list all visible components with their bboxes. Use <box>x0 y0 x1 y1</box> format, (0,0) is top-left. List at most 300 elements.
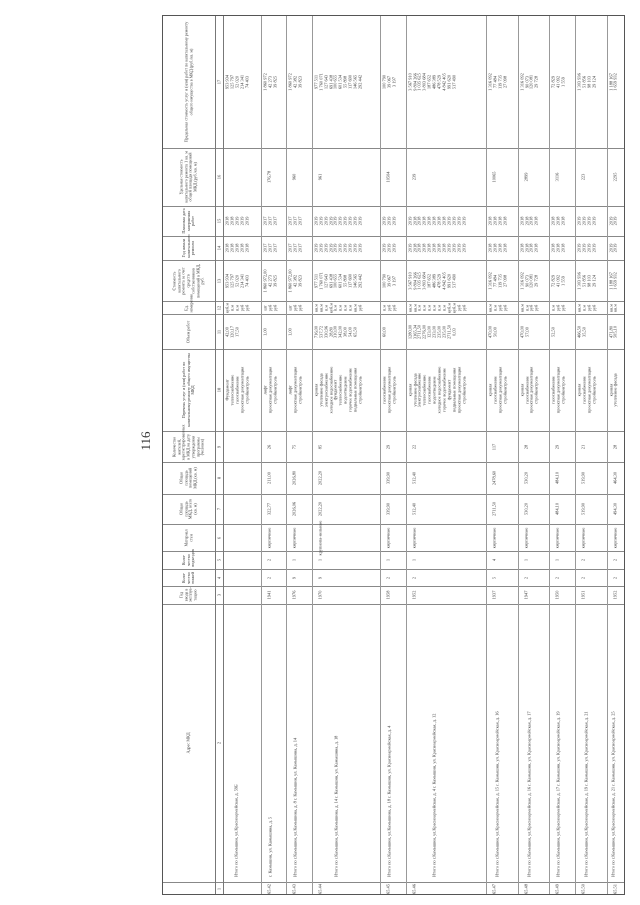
plan-item: 2017 <box>287 216 293 226</box>
row-divider <box>380 16 381 894</box>
area-total-cell: 2711,50 <box>491 501 497 517</box>
volume-item: 123,00 <box>426 325 432 338</box>
year-cell: 1941 <box>266 590 272 600</box>
column-header-15: Плановая дата завершения работ <box>180 208 196 234</box>
column-divider <box>163 494 624 495</box>
unit-item: кв.м <box>612 303 618 312</box>
area-rooms-cell: 484,10 <box>554 471 560 485</box>
walls-cell: кирпичные <box>266 527 272 548</box>
limit-item: 39 823 <box>297 75 303 89</box>
year-item: 2018 <box>234 243 240 253</box>
unit-item: кв.м <box>519 303 525 312</box>
limit-item: 1 559 <box>560 77 566 87</box>
area-total-cell: 530,20 <box>523 502 529 516</box>
year-item: 2017 <box>272 243 277 253</box>
limit-item: 4 842 405 <box>441 73 447 91</box>
limit-item: 1 659 932 <box>612 73 618 91</box>
address: Итого по г.Камышин, ул.Красноармейская, д. 59Б <box>233 784 239 877</box>
plan-item: 2018 <box>533 216 539 226</box>
year-item: 2017 <box>262 243 268 253</box>
work-item: проектная документация <box>456 366 462 414</box>
address: Итого по г.Камышин, ул.Красноармейская, д. 21 г. Камышин, ул. Красноармейская, д. 25 <box>610 711 616 877</box>
limit-item: 1 860 972 <box>287 73 293 91</box>
year-item: 2018 <box>519 243 525 253</box>
volume-item: 52,50 <box>550 326 556 337</box>
plan-item: 2019 <box>337 216 343 226</box>
cost-item: 100 655 <box>332 273 338 288</box>
limit-item: 72 829 <box>550 75 556 89</box>
walls-cell: кирпичные <box>291 527 297 548</box>
year-cell: 1970 <box>317 590 323 600</box>
volume-item: 2711,50 <box>446 324 452 339</box>
residents-cell: 21 <box>580 444 586 449</box>
work-item: утепление фасада <box>411 373 417 407</box>
plan-item: 2019 <box>607 216 613 226</box>
cost-item: 29 124 <box>591 274 597 287</box>
year-item: 2018 <box>426 243 432 253</box>
volume-item: 0,03 <box>451 327 457 336</box>
cost-item: 77 484 <box>492 274 498 287</box>
plan-item: 2019 <box>323 216 329 226</box>
floors-cell: 9 <box>317 576 323 579</box>
cost-item: 55 898 <box>342 274 348 287</box>
row-divider <box>549 16 550 894</box>
row-divider <box>261 16 262 894</box>
work-item: проектная документация <box>386 366 392 414</box>
unit-item: кв.м <box>318 303 324 312</box>
column-divider <box>163 882 624 883</box>
unit-item: кв.м <box>607 303 613 312</box>
limit-item: 39 825 <box>272 75 277 89</box>
work-item: холодное водоснабжение <box>328 366 334 414</box>
row-divider <box>286 16 287 894</box>
unit-item: кв.м <box>407 303 413 312</box>
cost-item: 977 511 <box>313 273 319 288</box>
address: Итого по г.Камышин, ул.Красноармейская, д. 19 г. Камышин, ул. Красноармейская, д. 21 <box>583 711 589 877</box>
year-item: 2019 <box>323 243 329 253</box>
floors-cell: 2 <box>523 576 529 579</box>
plan-item: 2019 <box>332 216 338 226</box>
entrances-cell: 1 <box>523 558 529 562</box>
volume-item: 471,80 <box>607 325 613 338</box>
column-divider <box>163 604 624 605</box>
work-item: лифт <box>262 385 268 395</box>
year-cell: 1976 <box>291 590 297 600</box>
limit-item: 1 760 071 <box>318 73 324 91</box>
work-item: стройконтроль <box>244 376 250 404</box>
work-item: стройконтроль <box>533 376 539 404</box>
residents-cell: 75 <box>291 444 297 449</box>
plan-item: 2019 <box>318 216 324 226</box>
unit-item: руб <box>391 304 397 311</box>
volume-item: 42,00 <box>224 326 230 337</box>
volume-item: 17,50 <box>234 326 240 337</box>
unit-item: руб <box>357 304 363 311</box>
work-item: фундамент <box>332 379 338 401</box>
plan-item: 2017 <box>297 216 303 226</box>
year-item: 2019 <box>313 243 319 253</box>
unit-item: руб <box>244 304 250 311</box>
unit-item: шт <box>262 304 268 311</box>
work-item: водоотведение <box>342 376 348 404</box>
entrances-cell: 1 <box>291 558 297 562</box>
floors-cell: 5 <box>491 576 497 579</box>
year-item: 2019 <box>581 243 587 253</box>
unit-item: п.м <box>234 304 240 311</box>
year-item: 2018 <box>524 243 529 253</box>
floors-cell: 2 <box>266 576 272 579</box>
year-cell: 1951 <box>580 590 586 600</box>
cost-item: 52 020 <box>234 274 240 287</box>
work-item: электроснабжение <box>323 372 329 408</box>
work-item: кровля <box>407 383 413 397</box>
limit-item: 1 860 972 <box>262 73 268 91</box>
limit-item: 119 735 <box>497 74 503 90</box>
year-cell: 1937 <box>491 590 497 600</box>
address: г. Камышин, ул. Камышина, д. 5 <box>267 816 273 877</box>
column-number-17: 17 <box>216 79 222 85</box>
address: Итого по г.Камышин, ул.Камышина, д. 14 г. Камышин, ул. Камышина, д. 18 <box>333 735 339 877</box>
limit-item: 117 690 <box>347 74 353 90</box>
plan-item: 2019 <box>381 216 387 226</box>
row-divider <box>518 16 519 894</box>
year-item: 2017 <box>287 243 293 253</box>
year-item: 2019 <box>391 243 397 253</box>
volume-item: 35,50 <box>581 326 587 337</box>
column-header-5: Коли-чество подъездов <box>180 549 196 567</box>
year-item: 2018 <box>244 243 250 253</box>
unit-item: п.м <box>323 304 329 311</box>
work-item: теплоснабжение <box>421 374 427 406</box>
year-item: 2019 <box>607 243 613 253</box>
column-divider <box>163 431 624 432</box>
unit-cost-cell: 961 <box>317 173 323 181</box>
plan-item: 2019 <box>612 216 618 226</box>
year-item: 2019 <box>451 243 457 253</box>
page-number: 116 <box>138 431 153 451</box>
column-divider <box>163 148 624 149</box>
plan-item: 2018 <box>519 216 525 226</box>
unit-item: руб <box>272 304 277 311</box>
plan-item: 2018 <box>487 216 493 226</box>
work-item: газоснабжение <box>524 376 529 404</box>
column-divider <box>163 260 624 261</box>
volume-item: 470,00 <box>487 325 493 338</box>
entrances-cell: 2 <box>611 558 617 562</box>
limit-item: 90 073 <box>524 75 529 89</box>
unit-item: руб <box>502 304 508 311</box>
column-divider <box>163 569 624 570</box>
limit-item: 1 316 092 <box>519 73 525 91</box>
limit-item: 1 188 167 <box>607 73 613 91</box>
limit-item: 77 484 <box>492 75 498 89</box>
plan-item: 2018 <box>421 216 427 226</box>
year-item: 2018 <box>528 243 534 253</box>
limit-item: 100 655 <box>332 74 338 90</box>
residents-cell: 28 <box>611 444 617 449</box>
year-item: 2019 <box>576 243 582 253</box>
row-number: 65.45 <box>385 884 391 894</box>
limit-item: 29 124 <box>591 75 597 89</box>
cost-item: 1 760 071 <box>318 271 324 290</box>
year-item: 2017 <box>292 243 298 253</box>
cost-item: 1 860 972,00 <box>262 268 268 293</box>
work-item: водоотведение <box>431 376 437 404</box>
volume-item: 3165,34 <box>411 324 417 339</box>
entrances-cell: 1 <box>554 558 560 562</box>
plan-item: 2017 <box>267 216 273 226</box>
unit-item: кв.м <box>576 303 582 312</box>
year-cell: 1950 <box>554 590 560 600</box>
unit-item: п.м <box>550 304 556 311</box>
cost-item: 3 803 684 <box>421 271 427 290</box>
plan-item: 2019 <box>460 216 466 226</box>
walls-cell: кирпичные <box>523 527 529 548</box>
work-item: холодное водоснабжение <box>436 366 442 414</box>
year-item: 2018 <box>239 243 245 253</box>
unit-item: п.м <box>524 304 529 311</box>
residents-cell: 29 <box>385 444 391 449</box>
cost-item: 1 303 936 <box>576 271 582 290</box>
area-total-cell: 494,30 <box>611 502 617 516</box>
unit-item: руб <box>460 304 466 311</box>
address: Итого по г.Камышин, ул.Красноармейская, д. 15 г. Камышин, ул. Красноармейская, д. 16 <box>494 711 500 877</box>
limit-item: 187 652 <box>426 74 432 90</box>
volume-item: 342,00 <box>337 325 343 338</box>
work-item: проектная документация <box>528 366 534 414</box>
unit-cost-cell: 10504 <box>385 171 391 183</box>
row-number: 65.42 <box>266 884 272 894</box>
floors-cell: 2 <box>554 576 560 579</box>
column-header-9: Количество жителей, зарегистрированных в МКД на дату утверждения программы (человек) <box>171 423 205 460</box>
cost-item: 187 652 <box>426 273 432 288</box>
unit-cost-cell: 2295 <box>611 172 617 182</box>
volume-item: 310,00 <box>332 325 338 338</box>
area-total-cell: 2026,06 <box>291 501 297 517</box>
plan-item: 2018 <box>426 216 432 226</box>
work-item: проектная документация <box>292 366 298 414</box>
cost-item: 1 860 972,00 <box>287 268 293 293</box>
volume-item: 38,00 <box>342 326 348 337</box>
column-number-7: 7 <box>216 507 222 511</box>
unit-item: руб <box>555 304 561 311</box>
residents-cell: 117 <box>491 443 497 450</box>
cost-item: 39 823 <box>297 274 303 287</box>
volume-item: 330,96 <box>323 325 329 338</box>
colnum-divider <box>223 16 224 894</box>
volume-item: 470,00 <box>519 325 525 338</box>
column-header-12: Ед. измерения <box>183 293 193 312</box>
work-item: теплоснабжение <box>229 374 235 406</box>
limit-item: 52 020 <box>234 75 240 89</box>
cost-item: 486 389 <box>431 273 437 288</box>
row-divider <box>575 16 576 894</box>
work-item: газоснабжение <box>234 376 240 404</box>
column-header-3: Год ввода в эксплуа-тацию <box>178 587 198 602</box>
year-item: 2017 <box>267 243 273 253</box>
cost-item: 478 529 <box>436 273 442 288</box>
plan-item: 2019 <box>352 216 358 226</box>
plan-item: 2018 <box>224 216 230 226</box>
unit-item: п.м <box>381 304 387 311</box>
residents-cell: 26 <box>266 444 272 449</box>
column-number-14: 14 <box>216 245 222 251</box>
walls-cell: крупнопа-нельные <box>317 520 323 555</box>
area-total-cell: 339,90 <box>385 502 391 516</box>
unit-item: п.м <box>229 304 235 311</box>
year-item: 2019 <box>381 243 387 253</box>
limit-item: 214 341 <box>239 74 245 90</box>
column-header-11: Объем работ <box>185 320 191 343</box>
row-number: 65.51 <box>611 884 617 894</box>
year-item: 2019 <box>357 243 363 253</box>
plan-item: 2018 <box>441 216 447 226</box>
cost-item: 3 197 <box>391 275 397 286</box>
plan-item: 2019 <box>244 216 250 226</box>
limit-item: 120 081 <box>528 74 534 90</box>
plan-item: 2018 <box>555 216 561 226</box>
floors-cell: 2 <box>411 576 417 579</box>
entrances-cell: 2 <box>580 558 586 562</box>
column-header-10: Перечень услуг и (или) работ по капитальному ремонту общего имущества МКД <box>180 353 196 427</box>
year-item: 2018 <box>431 243 437 253</box>
work-item: газоснабжение <box>381 376 387 404</box>
year-item: 2018 <box>492 243 498 253</box>
volume-item: 60,00 <box>381 326 387 337</box>
unit-item: кв.м <box>411 303 417 312</box>
year-cell: 1958 <box>385 590 391 600</box>
plan-item: 2018 <box>497 216 503 226</box>
cost-item: 1 559 <box>560 275 566 286</box>
unit-cost-cell: 176,78 <box>266 170 272 184</box>
column-divider <box>163 206 624 207</box>
column-divider <box>163 349 624 350</box>
column-divider <box>163 314 624 315</box>
limit-item: 9 804 266 <box>411 73 417 91</box>
cost-item: 601 534 <box>337 273 343 288</box>
column-header-6: Материал стен <box>183 528 193 547</box>
limit-item: 42 382 <box>292 75 298 89</box>
plan-item: 2019 <box>357 216 363 226</box>
work-item: подвальные помещения <box>451 367 457 413</box>
row-divider <box>486 16 487 894</box>
column-number-16: 16 <box>216 174 222 180</box>
volume-item: 54,00 <box>347 326 353 337</box>
column-header-13: Стоимость капитального ремонта за счет средств собственников помещений в МКД, руб. <box>171 263 205 298</box>
plan-item: 2019 <box>456 216 462 226</box>
plan-item: 2019 <box>581 216 587 226</box>
limit-item: 74 403 <box>244 75 250 89</box>
limit-item: 125 797 <box>229 74 235 90</box>
walls-cell: кирпичные <box>554 527 560 548</box>
unit-item: кв.м <box>487 303 493 312</box>
row-number: 65.48 <box>523 884 529 894</box>
work-item: стройконтроль <box>502 376 508 404</box>
cost-item: 1 316 092 <box>487 271 493 290</box>
year-item: 2018 <box>224 243 230 253</box>
address: Итого по г.Камышин, ул.Камышина, д. 18 г. Камышин, ул. Красноармейская, д. 4 <box>386 725 392 877</box>
column-divider <box>163 462 624 463</box>
unit-item: кв.м <box>313 303 319 312</box>
row-number: 65.50 <box>580 884 586 894</box>
column-number-5: 5 <box>216 558 222 562</box>
entrances-cell: 4 <box>491 558 497 562</box>
year-item: 2019 <box>352 243 358 253</box>
limit-item: 478 529 <box>436 74 442 90</box>
column-header-7: Общая площадь МКД, всего (кв. м) <box>178 498 198 520</box>
work-item: проектная документация <box>267 366 273 414</box>
unit-item: куб.м <box>328 302 334 313</box>
year-item: 2018 <box>229 243 235 253</box>
plan-item: 2018 <box>416 216 422 226</box>
plan-item: 2019 <box>239 216 245 226</box>
row-divider <box>312 16 313 894</box>
unit-item: п.м <box>342 304 348 311</box>
unit-item: руб <box>586 304 592 311</box>
year-item: 2018 <box>441 243 447 253</box>
limit-item: 27 098 <box>502 75 508 89</box>
plan-item: 2019 <box>407 216 413 226</box>
unit-cost-cell: 239 <box>411 173 417 181</box>
cost-item: 117 690 <box>347 273 353 288</box>
year-item: 2017 <box>297 243 303 253</box>
cost-item: 517 490 <box>451 273 457 288</box>
volume-item: 65,50 <box>352 326 358 337</box>
year-item: 2019 <box>586 243 592 253</box>
cost-item: 74 403 <box>244 274 250 287</box>
plan-item: 2018 <box>524 216 529 226</box>
limit-item: 292 442 <box>357 74 363 90</box>
limit-item: 100 790 <box>381 74 387 90</box>
cost-item: 127 643 <box>323 273 329 288</box>
cost-item: 953 934 <box>224 273 230 288</box>
plan-item: 2019 <box>586 216 592 226</box>
address: Итого по г.Камышин, ул.Камышина, д. 8 г. Камышин, ул. Камышина, д. 14 <box>292 737 298 877</box>
year-cell: 1952 <box>411 590 417 600</box>
work-item: стройконтроль <box>460 376 466 404</box>
walls-cell: кирпичные <box>491 527 497 548</box>
column-header-14: Год начала капитального ремонта <box>180 234 196 258</box>
volume-item: 28,80 <box>328 326 334 337</box>
cost-item: 90 073 <box>524 274 529 287</box>
cost-item: 42 273 <box>267 274 273 287</box>
year-item: 2018 <box>550 243 556 253</box>
column-header-8: Общая площадь помещений МКД (кв. м) <box>178 467 198 489</box>
column-number-15: 15 <box>216 218 222 224</box>
area-rooms-cell: 211,00 <box>266 472 272 484</box>
cost-item: 51 856 <box>581 274 587 287</box>
volume-item: 235,00 <box>441 325 447 338</box>
column-number-1: 1 <box>216 887 222 891</box>
limit-item: 1 035 625 <box>416 73 422 91</box>
volume-item: 57,00 <box>524 326 529 337</box>
volume-item: 1280,00 <box>407 324 413 339</box>
entrances-cell: 2 <box>266 558 272 562</box>
work-item: проектная документация <box>239 366 245 414</box>
plan-item: 2019 <box>391 216 397 226</box>
plan-item: 2019 <box>451 216 457 226</box>
year-item: 2018 <box>560 243 566 253</box>
unit-cost-cell: 10065 <box>491 171 497 183</box>
unit-cost-cell: 223 <box>580 173 586 181</box>
area-rooms-cell: 2478,60 <box>491 470 497 486</box>
limit-item: 601 534 <box>337 74 343 90</box>
plan-item: 2019 <box>342 216 348 226</box>
year-item: 2019 <box>347 243 353 253</box>
plan-item: 2018 <box>431 216 437 226</box>
work-item: утепление фасада <box>318 373 324 407</box>
entrances-cell: 1 <box>411 558 417 562</box>
